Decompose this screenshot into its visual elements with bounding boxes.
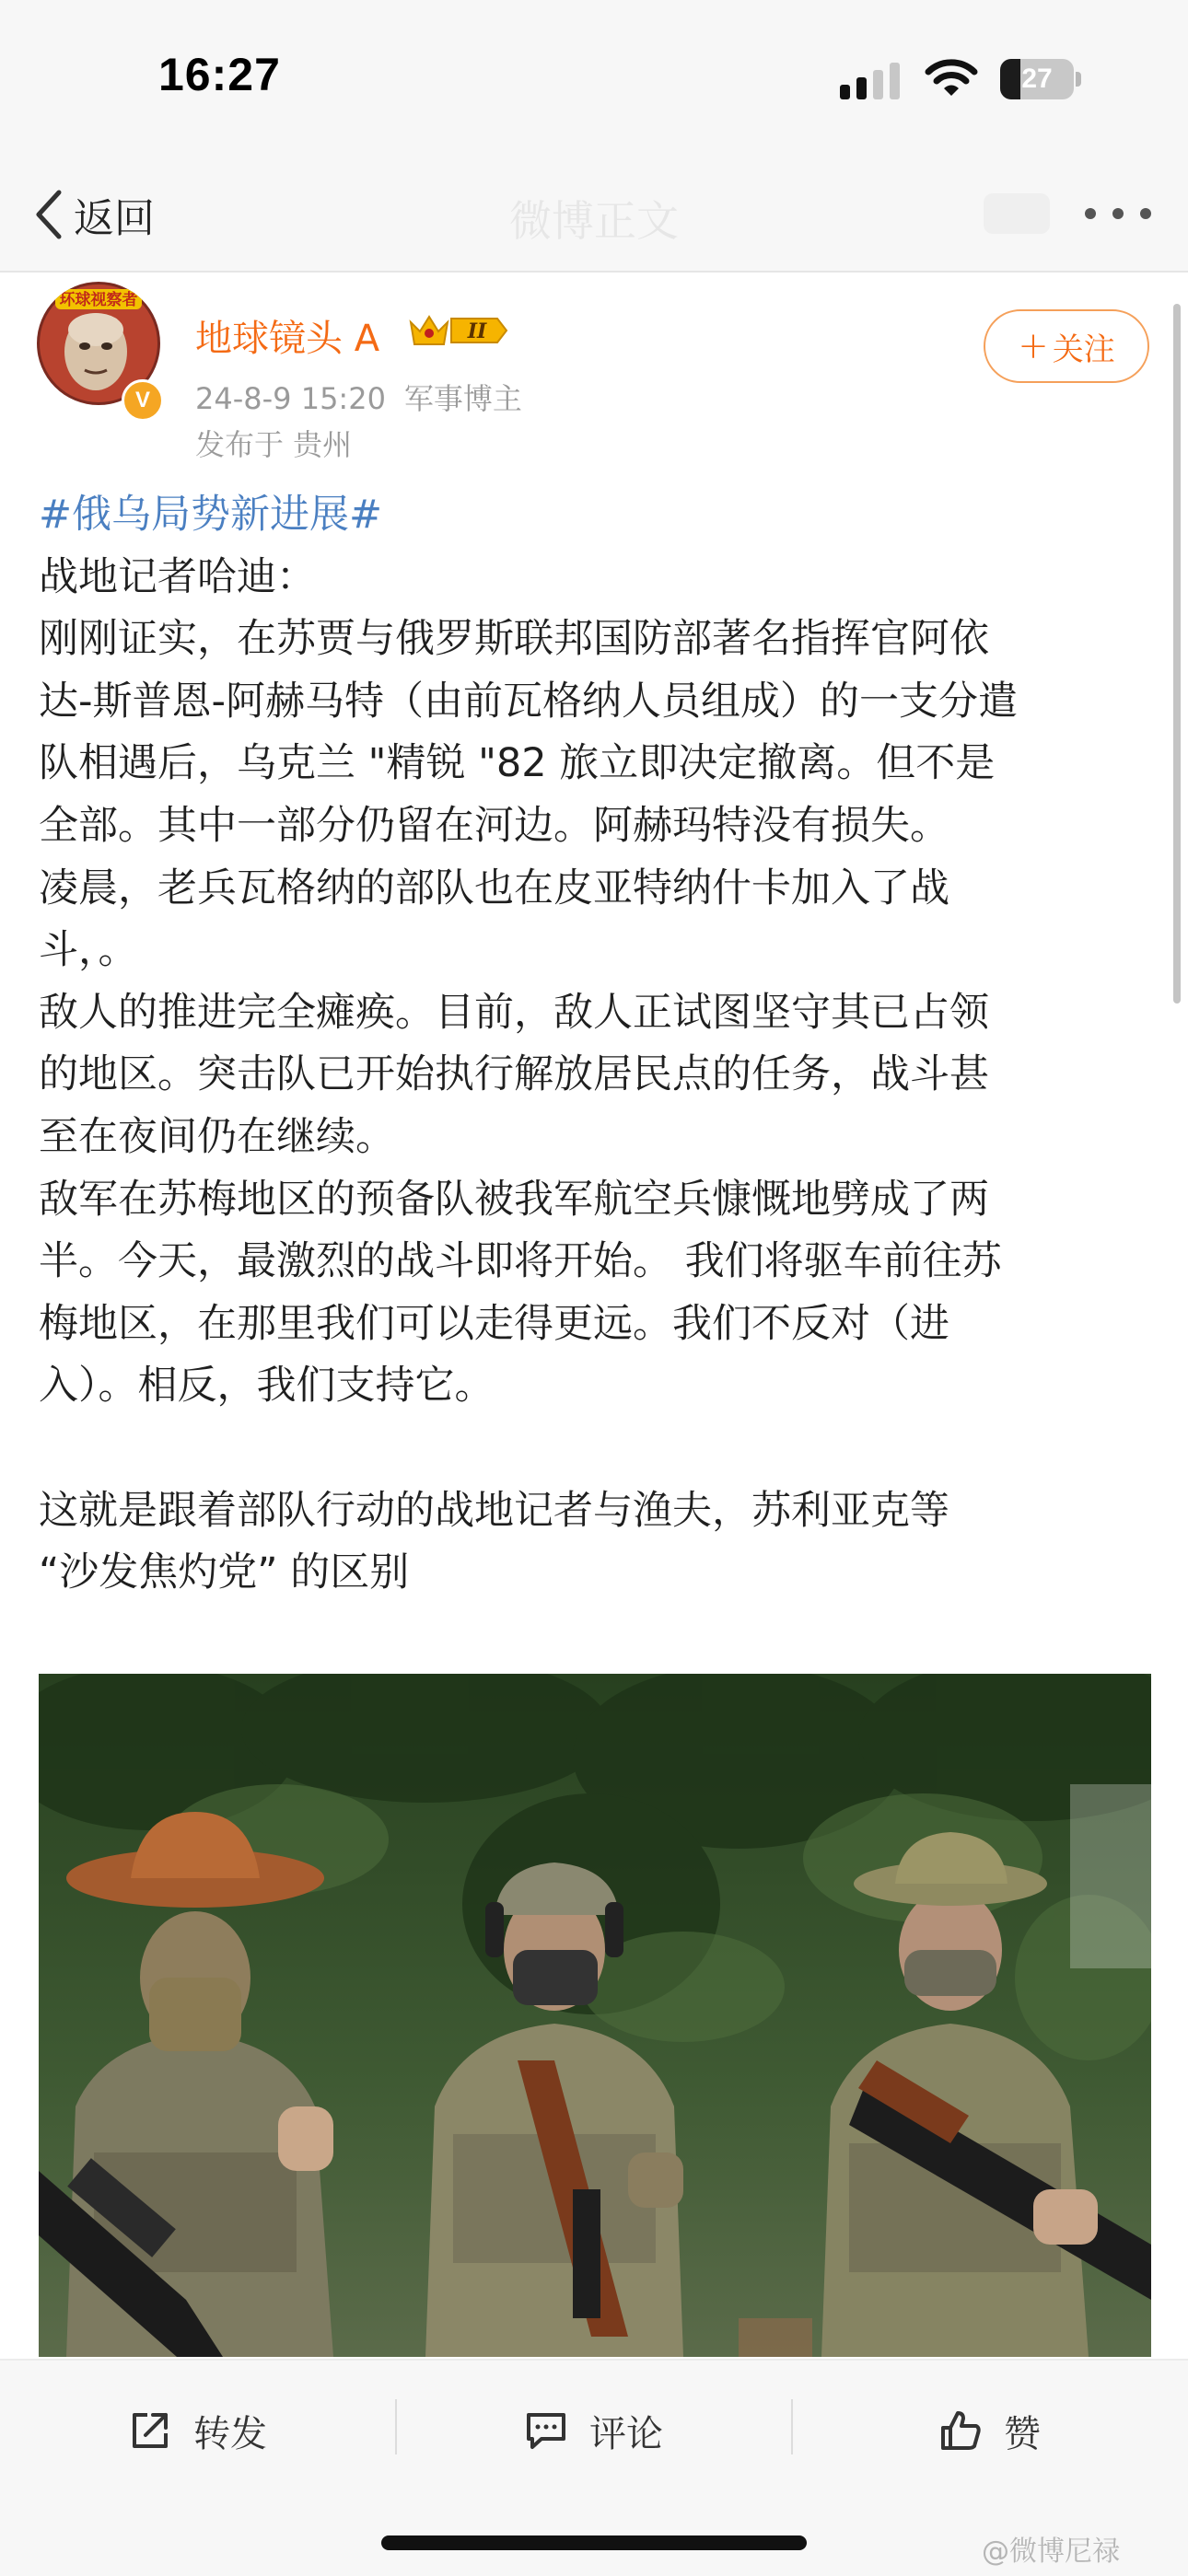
more-dot-icon (1085, 208, 1096, 219)
post-text-line: 入）。相反，我们支持它。 (39, 1363, 495, 1410)
verified-badge: V (122, 379, 164, 422)
wifi-icon (925, 59, 978, 99)
like-button[interactable] (792, 2394, 1186, 2467)
page-title: 微博正文 (509, 196, 679, 246)
post-text-line: 梅地区，在那里我们可以走得更远。我们不反对（进 (39, 1300, 949, 1347)
battery-level-text: 27 (1021, 64, 1053, 94)
scrollbar[interactable] (1173, 304, 1181, 1004)
post-text-line: 至在夜间仍在继续。 (39, 1113, 395, 1160)
more-options-button[interactable] (1085, 188, 1151, 239)
post-text-line: 半。今天，最激烈的战斗即将开始。 我们将驱车前往苏 (39, 1238, 1002, 1285)
avatar-caption: 环球视察者 (59, 291, 138, 309)
post-text-line: 刚刚证实，在苏贾与俄罗斯联邦国防部著名指挥官阿依 (39, 616, 989, 663)
post-text-line: 敌人的推进完全瘫痪。目前，敌人正试图坚守其已占领 (39, 989, 989, 1036)
vip-level: II (467, 319, 487, 343)
comment-button[interactable] (396, 2394, 790, 2467)
comment-icon (523, 2408, 569, 2454)
post-text-line: 这就是跟着部队行动的战地记者与渔夫，苏利亚克等 (39, 1487, 949, 1534)
post-body (39, 484, 1151, 1605)
battery-indicator (1000, 59, 1083, 99)
post-timestamp: 24-8-9 15:20 (195, 381, 386, 416)
plus-icon: + (1018, 325, 1049, 367)
post-text-line: “沙发焦灼党” 的区别 (39, 1549, 410, 1596)
post-text-line: 的地区。突击队已开始执行解放居民点的任务，战斗甚 (39, 1051, 989, 1098)
nav-faded-element (984, 193, 1050, 234)
post-text-line: 达-斯普恩-阿赫马特（由前瓦格纳人员组成）的一支分遣 (39, 678, 1019, 725)
thumbs-up-icon (938, 2408, 984, 2454)
post-text-line: 队相遇后，乌克兰 "精锐 "82 旅立即决定撤离。但不是 (39, 740, 996, 787)
status-bar (0, 0, 1188, 157)
post-photo[interactable] (39, 1674, 1151, 2357)
soldiers-photo (39, 1674, 1151, 2357)
post-text-line: 战地记者哈迪： (39, 553, 316, 600)
post-text-line: 斗，。 (39, 927, 138, 974)
post-text-line: 全部。其中一部分仍留在河边。阿赫玛特没有损失。 (39, 802, 949, 849)
post-location: 发布于 贵州 (195, 427, 353, 462)
follow-button[interactable] (984, 309, 1149, 383)
repost-label: 转发 (193, 2412, 267, 2455)
post-text-line: 凌晨，老兵瓦格纳的部队也在皮亚特纳什卡加入了战 (39, 864, 949, 911)
watermark: @微博尼禄 (982, 2535, 1120, 2568)
repost-button[interactable] (0, 2394, 394, 2467)
blank-line (39, 1418, 1151, 1480)
nav-bar (0, 157, 1188, 273)
share-icon (127, 2408, 173, 2454)
more-dot-icon (1112, 208, 1124, 219)
follow-label: 关注 (1052, 331, 1115, 368)
more-dot-icon (1140, 208, 1151, 219)
back-label: 返回 (74, 195, 155, 242)
comment-label: 评论 (589, 2412, 663, 2455)
vip-crown-badge (405, 309, 508, 352)
cellular-signal-icon (840, 63, 901, 99)
home-indicator[interactable] (381, 2535, 807, 2550)
author-category: 军事博主 (403, 381, 522, 416)
post-text-line: 敌军在苏梅地区的预备队被我军航空兵慷慨地劈成了两 (39, 1176, 989, 1223)
author-name[interactable]: 地球镜头 A (195, 318, 380, 360)
post-meta (195, 376, 522, 418)
like-label: 赞 (1004, 2412, 1041, 2455)
topic-link[interactable]: #俄乌局势新进展# (39, 492, 383, 538)
status-time: 16:27 (158, 49, 281, 100)
